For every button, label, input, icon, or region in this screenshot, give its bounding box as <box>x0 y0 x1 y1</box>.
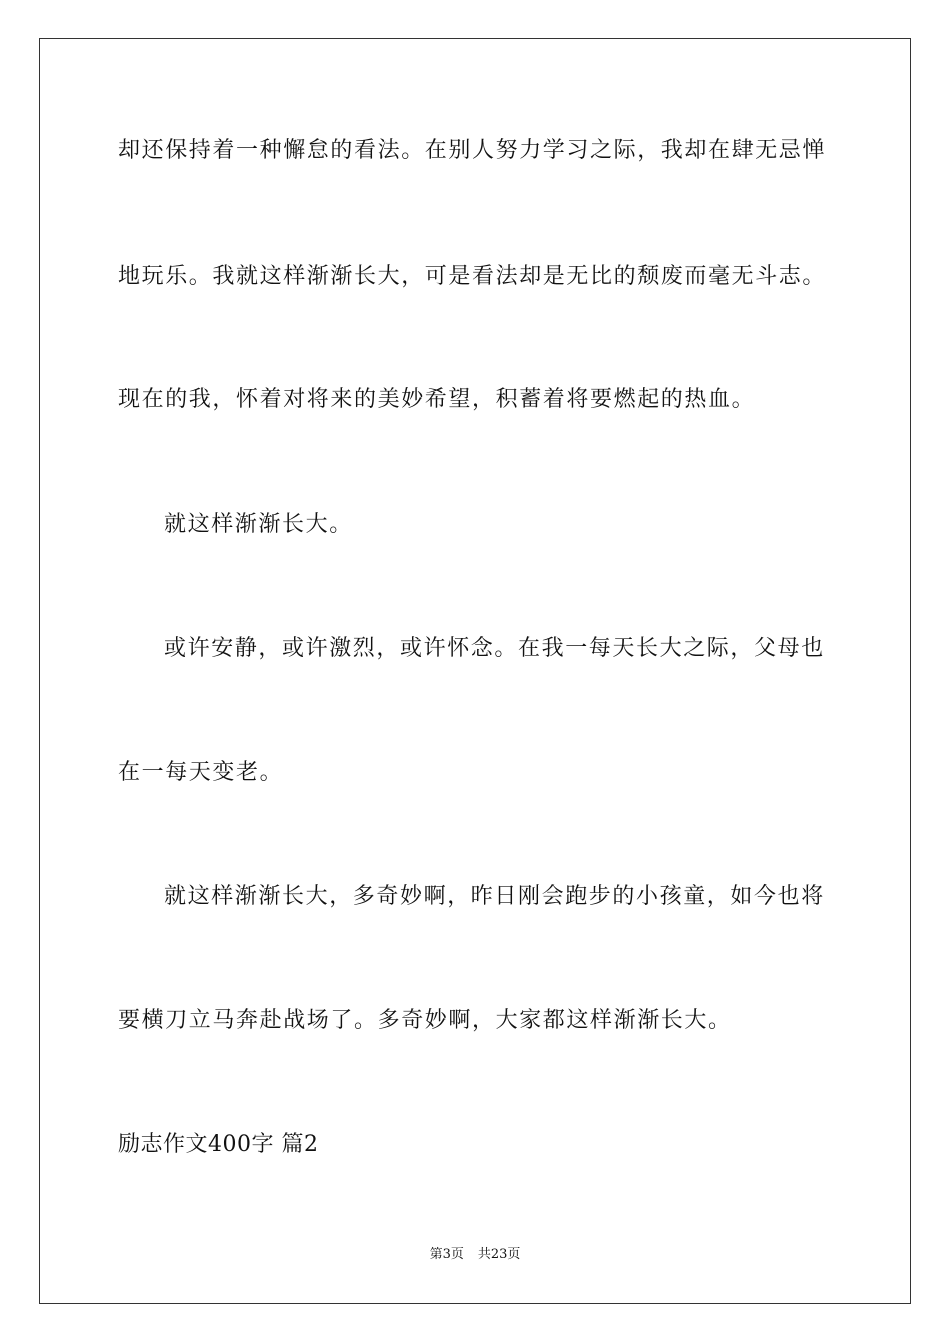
paragraph-line-2: 地玩乐。我就这样渐渐长大，可是看法却是无比的颓废而毫无斗志。 <box>118 264 827 289</box>
paragraph-line-7: 就这样渐渐长大，多奇妙啊，昨日刚会跑步的小孩童，如今也将 <box>164 884 825 909</box>
page-number: 第3页 <box>429 1247 464 1262</box>
paragraph-line-3: 现在的我，怀着对将来的美妙希望，积蓄着将要燃起的热血。 <box>118 387 756 412</box>
paragraph-line-6: 在一每天变老。 <box>118 760 284 785</box>
paragraph-line-8: 要横刀立马奔赴战场了。多奇妙啊，大家都这样渐渐长大。 <box>118 1008 732 1033</box>
paragraph-line-1: 却还保持着一种懈怠的看法。在别人努力学习之际，我却在肆无忌惮 <box>118 138 827 163</box>
page-total: 共23页 <box>477 1247 521 1262</box>
page-footer <box>0 1246 950 1264</box>
page-border <box>39 38 911 1304</box>
section-heading: 励志作文400字 篇2 <box>118 1132 319 1157</box>
paragraph-line-4: 就这样渐渐长大。 <box>164 512 353 537</box>
paragraph-line-5: 或许安静，或许激烈，或许怀念。在我一每天长大之际，父母也 <box>164 636 825 661</box>
